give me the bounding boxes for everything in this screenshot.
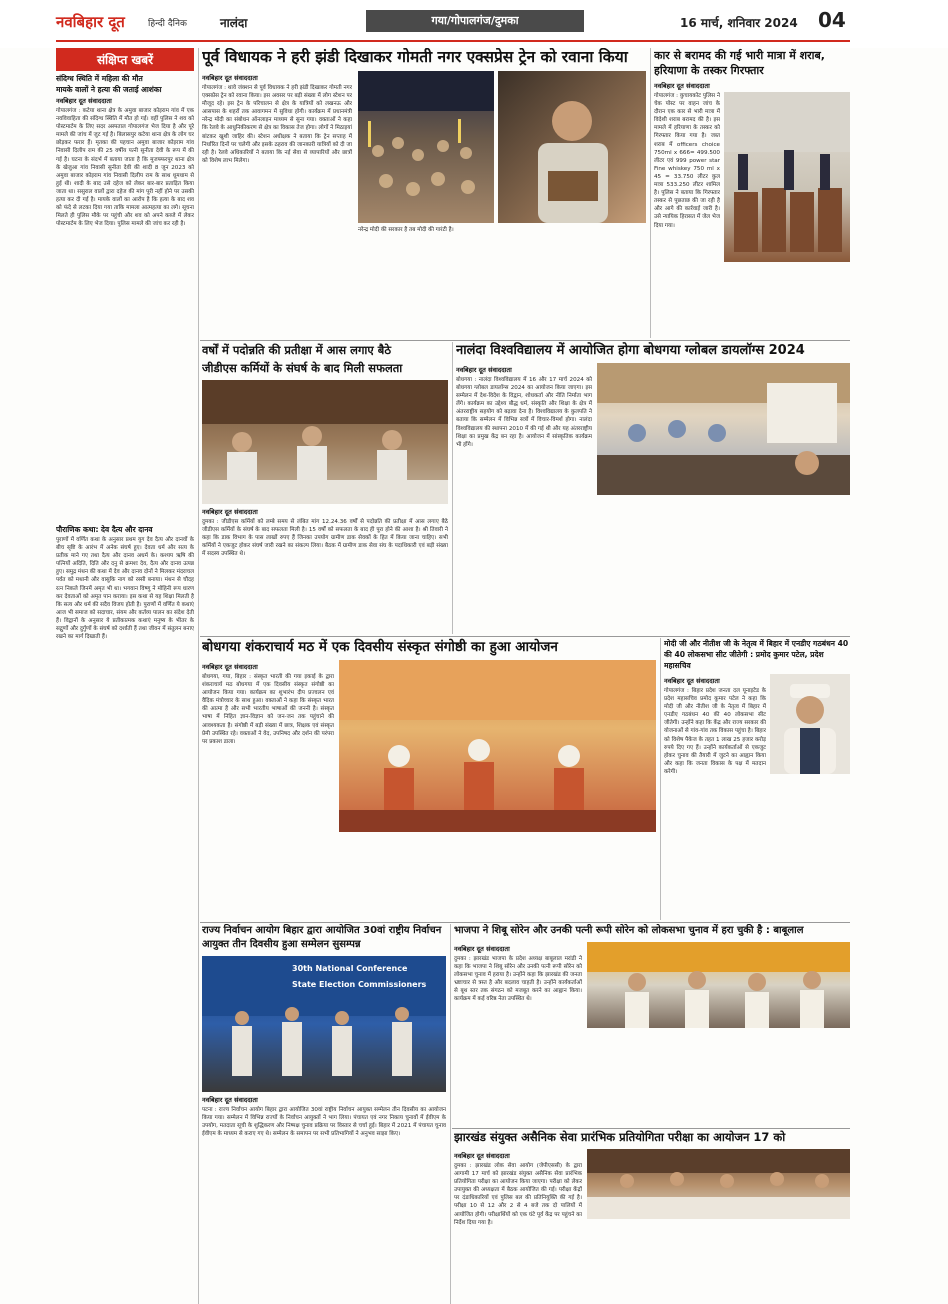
conference-illustration <box>597 363 850 495</box>
row-divider <box>200 636 850 637</box>
brand-subtitle: हिन्दी दैनिक <box>148 19 187 29</box>
jssc-meeting-photo <box>587 1149 850 1219</box>
sanskrit-seminar-photo <box>339 660 656 832</box>
story-nda <box>664 638 850 920</box>
jmm-byline: नवबिहार दूत संवाददाता <box>454 945 510 953</box>
speaker-illustration <box>498 71 646 223</box>
press-illustration <box>587 942 850 1028</box>
train-body: गोपालगंज : थावे जंक्शन से पूर्व विधायक ने हरी झंडी दिखाकर गोमती नगर एक्सप्रेस ट्रेन को रवाना किया। इस अवसर पर बड़ी संख्या में लोग स्टेशन पर मौजूद रहे। इस ट्रेन के परिचालन से क्षेत्र के यात्रियों को लखनऊ और आसपास के शहरों तक आवागमन में सुविधा होगी। कार्यक्रम में प्रधानमंत्री नरेन्द्र मोदी का संबोधन ऑनलाइन माध्यम से सुना गया। वक्ताओं ने कहा कि रेलवे के आधुनिकीकरण से क्षेत्र का विकास तेज होगा। लोगों ने मिठाइयां बांटकर खुशी जाहिर की। स्टेशन अधीक्षक ने बताया कि ट्रेन सप्ताह में निर्धारित दिनों पर चलेगी और इसके ठहराव की जानकारी यात्रियों को दी जा रही है। रेलवे अधिकारियों ने बताया कि नई सेवा से व्यापारियों और छात्रों को विशेष लाभ मिलेगा। <box>202 85 352 164</box>
sanskrit-body: बोधगया, गया, बिहार : संस्कृत भारती की गया इकाई के द्वारा शंकराचार्य मठ बोधगया में एक दिवसीय संस्कृत संगोष्ठी का आयोजन किया गया। कार्यक्रम का शुभारंभ दीप प्रज्वलन एवं वैदिक मंत्रोच्चार के साथ हुआ। वक्ताओं ने कहा कि संस्कृत भारत की आत्मा है और सभी भारतीय भाषाओं की जननी है। संस्कृत भाषा में निहित ज्ञान-विज्ञान को जन-जन तक पहुंचाने की आवश्यकता है। संगोष्ठी में बड़ी संख्या में छात्र, शिक्षक एवं संस्कृत प्रेमी उपस्थित रहे। वक्ताओं ने वेद, उपनिषद और दर्शन की परंपरा पर प्रकाश डाला। <box>202 674 334 745</box>
jssc-body: दुमका : झारखंड लोक सेवा आयोग (जेपीएससी) के द्वारा आगामी 17 मार्च को झारखंड संयुक्त असैनिक सेवा प्रारंभिक प्रतियोगिता परीक्षा का आयोजन किया जाएगा। परीक्षा को लेकर उपायुक्त की अध्यक्षता में बैठक आयोजित की गई। परीक्षा केंद्रों पर दंडाधिकारियों एवं पुलिस बल की प्रतिनियुक्ति की गई है। परीक्षा 10 से 12 और 2 से 4 बजे तक दो पालियों में आयोजित होगी। परीक्षार्थियों को एक घंटे पूर्व केंद्र पर पहुंचने का निर्देश दिया गया है। <box>454 1163 582 1226</box>
election-conference-photo <box>202 956 446 1092</box>
gds-headline-1: वर्षों में पदोन्नति की प्रतीक्षा में आस लगाए बैठे <box>202 343 392 357</box>
portrait-illustration <box>770 674 850 774</box>
brief-item2-headline: पौराणिक कथा: देव दैत्य और दानव <box>56 525 153 534</box>
conference-stage-illustration <box>202 956 446 1092</box>
story-nalanda <box>456 342 850 634</box>
sanskrit-byline: नवबिहार दूत संवाददाता <box>202 663 258 671</box>
sanskrit-headline: बोधगया शंकराचार्य मठ में एक दिवसीय संस्कृत संगोष्ठी का हुआ आयोजन <box>202 639 558 655</box>
gds-headline-2: जीडीएस कर्मियों के संघर्ष के बाद मिली सफलता <box>202 361 403 375</box>
column-divider <box>452 342 453 634</box>
jmm-headline: भाजपा ने शिबू सोरेन और उनकी पत्नी रूपी सोरेन को लोकसभा चुनाव में हरा चुकी है : बाबूलाल <box>454 925 804 936</box>
nalanda-headline: नालंदा विश्वविद्यालय में आयोजित होगा बोधगया ग्लोबल डायलॉग्स 2024 <box>456 343 805 358</box>
edition-city: नालंदा <box>220 16 248 30</box>
gds-body: दुमका : जीडीएस कर्मियों को लम्बे समय से लंबित मांग 12.24.36 वर्षों से पदोन्नति की प्रतीक्षा में आस लगाए बैठे जीडीएस कर्मियों के संघर्ष के बाद सफलता मिली है। 15 वर्षों को सफलता के बाद ही पूरा होने की आशा है। श्री तिवारी ने कहा कि डाक विभाग के पास लाखों रुपए हैं जिनका उपयोग ग्रामीण डाक सेवकों के हित में किया जाना चाहिए। सभी कर्मियों ने एकजुट होकर संघर्ष जारी रखने का संकल्प लिया। बैठक में ग्रामीण डाक सेवा संघ के पदाधिकारी एवं बड़ी संख्या में सदस्य उपस्थित थे। <box>202 519 448 558</box>
brand-name: नवबिहार दूत <box>56 13 125 31</box>
section-bar: गया/गोपालगंज/दुमका <box>366 10 584 32</box>
liquor-byline: नवबिहार दूत संवाददाता <box>654 82 710 90</box>
train-byline: नवबिहार दूत संवाददाता <box>202 74 258 82</box>
conference-banner-line1: 30th National Conference <box>292 964 408 973</box>
train-crowd-photo <box>358 71 494 223</box>
story-liquor <box>654 48 850 340</box>
gds-byline: नवबिहार दूत संवाददाता <box>202 508 258 516</box>
brief-item1-headline: संदिग्ध स्थिति में महिला की मौत <box>56 74 143 83</box>
train-caption: नरेन्द्र मोदी की सरकार है तब मोदी की गारंटी है। <box>358 227 454 233</box>
election-byline: नवबिहार दूत संवाददाता <box>202 1096 258 1104</box>
conference-banner-line2: State Election Commissioners <box>292 980 427 989</box>
nalanda-byline: नवबिहार दूत संवाददाता <box>456 366 512 374</box>
brief-title: संक्षिप्त खबरें <box>56 48 194 71</box>
column-divider <box>660 638 661 920</box>
row-divider <box>200 922 850 923</box>
seized-liquor-photo <box>724 92 850 262</box>
officials-meeting-illustration <box>587 1149 850 1219</box>
story-election <box>202 924 446 1304</box>
brief-item2-body: पुराणों में वर्णित कथा के अनुसार प्रथम युग देव दैत्य और दानवों के बीच सृष्टि के आरंभ में अनेक संघर्ष हुए। देवता धर्म और सत्य के प्रतीक माने गए तथा दैत्य और दानव अधर्म के। कश्यप ऋषि की पत्नियों अदिति, दिति और दनु से क्रमशः देव, दैत्य और दानव उत्पन्न हुए। समुद्र मंथन की कथा में देव और दानव दोनों ने मिलकर मंदराचल पर्वत को मथानी और वासुकि नाग को रस्सी बनाया। मंथन से चौदह रत्न निकले जिनमें अमृत भी था। भगवान विष्णु ने मोहिनी रूप धारण कर देवताओं को अमृत पान कराया। इस कथा से यह शिक्षा मिलती है कि सत्य और धर्म की सदैव विजय होती है। पुराणों में वर्णित ये कथाएं आज भी समाज को सदाचार, संयम और कर्तव्य पालन का संदेश देती हैं। विद्वानों के अनुसार ये प्रतीकात्मक कथाएं मनुष्य के भीतर के सद्गुणों और दुर्गुणों के संघर्ष को दर्शाती हैं तथा जीवन में संतुलन बनाए रखने का मार्ग दिखाती हैं। <box>56 537 194 641</box>
story-jssc <box>454 1130 850 1304</box>
election-headline: राज्य निर्वाचन आयोग बिहार द्वारा आयोजित 30वां राष्ट्रीय निर्वाचन आयुक्त तीन दिवसीय हुआ सम्मेलन सुसम्पन्न <box>202 925 442 950</box>
train-headline: पूर्व विधायक ने हरी झंडी दिखाकर गोमती नगर एक्सप्रेस ट्रेन को रवाना किया <box>202 48 628 66</box>
jmm-press-photo <box>587 942 850 1028</box>
nalanda-conference-photo <box>597 363 850 495</box>
nda-byline: नवबिहार दूत संवाददाता <box>664 677 720 685</box>
nalanda-body: बोधगया : नालंदा विश्वविद्यालय में 16 और 17 मार्च 2024 को बोधगया ग्लोबल डायलॉग्स 2024 का आयोजन किया जाएगा। इस सम्मेलन में देश-विदेश के विद्वान, शोधकर्ता और नीति निर्माता भाग लेंगे। कार्यक्रम का उद्देश्य बौद्ध धर्म, संस्कृति और शिक्षा के क्षेत्र में अंतरराष्ट्रीय सहयोग को बढ़ावा देना है। विश्वविद्यालय के कुलपति ने बताया कि सम्मेलन में विभिन्न सत्रों में विचार-विमर्श होगा। नालंदा विश्वविद्यालय की स्थापना 2010 में की गई थी और यह अंतरराष्ट्रीय शिक्षा का प्रमुख केंद्र बन रहा है। आयोजन में सांस्कृतिक कार्यक्रम भी होंगे। <box>456 377 592 448</box>
jmm-body: दुमका : झारखंड भाजपा के प्रदेश अध्यक्ष बाबूलाल मरांडी ने कहा कि भाजपा ने शिबू सोरेन और उनकी पत्नी रूपी सोरेन को लोकसभा चुनाव में हराया है। उन्होंने कहा कि झारखंड की जनता भ्रष्टाचार से त्रस्त है और बदलाव चाहती है। उन्होंने कार्यकर्ताओं से बूथ स्तर तक संगठन को मजबूत करने का आह्वान किया। कार्यक्रम में कई वरिष्ठ नेता उपस्थित थे। <box>454 956 582 1003</box>
brief-item1-body: गोपालगंज : कटेया थाना क्षेत्र के अमुवा बाजार कोइराम गांव में एक नवविवाहिता की संदिग्ध स्थिति में मौत हो गई। वहीं पुलिस ने शव को पोस्टमार्टम के लिए सदर अस्पताल गोपालगंज भेज दिया है और पूरे मामले की जांच में जुट गई है। बिलासपुर कटेया थाना क्षेत्र के लोग घर छोड़कर फरार हैं। मृतका की पहचान अमुवा बाजार कोइराम गांव निवासी दिलीप राम की 25 वर्षीय पत्नी सुनीता देवी के रूप में की गई है। घटना के संदर्भ में बताया जाता है कि मुजफ्फरपुर थाना क्षेत्र के खेजुआ गांव निवासी सुनीता देवी की शादी 8 जून 2023 को अमुवा बाजार कोइराम गांव निवासी दिलीप राम के साथ धूमधाम से हुई थी। शादी के बाद उसे दहेज को लेकर बार-बार प्रताड़ित किया जाता था। ससुराल वालों द्वारा दहेज की मांग पूरी नहीं होने पर उसकी हत्या कर दी गई है। मायके वालों का आरोप है कि हत्या के बाद शव को फंदे से लटका दिया गया ताकि मामला आत्महत्या का लगे। सूचना मिलते ही पुलिस मौके पर पहुंची और शव को अपने कब्जे में लेकर पोस्टमार्टम के लिए भेज दिया। पुलिस मामले की जांच कर रही है। <box>56 108 194 228</box>
jssc-byline: नवबिहार दूत संवाददाता <box>454 1152 510 1160</box>
brief-column <box>56 48 194 1304</box>
nda-headline: मोदी जी और नीतीश जी के नेतृत्व में बिहार में एनडीए गठबंधन 40 की 40 लोकसभा सीट जीतेगी : प्रमोद कुमार पटेल, प्रदेश महासचिव <box>664 639 849 670</box>
crowd-illustration <box>358 71 494 223</box>
story-train <box>202 48 646 340</box>
column-divider <box>450 924 451 1304</box>
row-divider <box>452 1128 850 1129</box>
liquor-headline: कार से बरामद की गई भारी मात्रा में शराब, हरियाणा के तस्कर गिरफ्तार <box>654 49 825 77</box>
story-sanskrit <box>202 638 656 920</box>
jssc-headline: झारखंड संयुक्त असैनिक सेवा प्रारंभिक प्रतियोगिता परीक्षा का आयोजन 17 को <box>454 1130 786 1144</box>
page-number: 04 <box>818 8 846 32</box>
brief-item1-subhead: मायके वालों ने हत्या की जताई आशंका <box>56 85 162 94</box>
column-divider <box>198 48 199 1304</box>
liquor-cartons-illustration <box>724 92 850 262</box>
liquor-body: गोपालगंज : कुचायकोट पुलिस ने चेक पोस्ट पर वाहन जांच के दौरान एक कार से भारी मात्रा में विदेशी शराब बरामद की है। इस मामले में हरियाणा के तस्कर को गिरफ्तार किया गया है। जब्त शराब में officers choice 750ml x 666= 499.500 लीटर एवं 999 power star Fine whiskey 750 ml x 45 = 33.750 लीटर कुल मात्रा 533.250 लीटर शामिल है। पुलिस ने बताया कि गिरफ्तार तस्कर से पूछताछ की जा रही है और आगे की कार्रवाई जारी है। उसे न्यायिक हिरासत में जेल भेज दिया गया। <box>654 93 720 229</box>
seminar-illustration <box>339 660 656 832</box>
nda-body: गोपालगंज : बिहार प्रदेश जनता दल यूनाइटेड के प्रदेश महासचिव प्रमोद कुमार पटेल ने कहा कि मोदी जी और नीतीश जी के नेतृत्व में बिहार में एनडीए गठबंधन 40 की 40 लोकसभा सीट जीतेगी। उन्होंने कहा कि केंद्र और राज्य सरकार की योजनाओं से गांव-गांव तक विकास पहुंचा है। बिहार को विशेष पैकेज के तहत 1 लाख 25 हजार करोड़ रुपये दिए गए हैं। उन्होंने कार्यकर्ताओं से एकजुट होकर चुनाव की तैयारी में जुटने का आह्वान किया और कहा कि जनता विकास के पक्ष में मतदान करेगी। <box>664 688 766 775</box>
brief-item1-byline: नवबिहार दूत संवाददाता <box>56 97 112 105</box>
meeting-illustration <box>202 380 448 504</box>
column-divider <box>650 48 651 338</box>
leader-portrait <box>770 674 850 774</box>
story-jmm <box>454 924 850 1126</box>
masthead <box>0 0 948 48</box>
speaker-photo <box>498 71 646 223</box>
row-divider <box>200 340 850 341</box>
gds-meeting-photo <box>202 380 448 504</box>
masthead-rule <box>56 40 850 42</box>
issue-date: 16 मार्च, शनिवार 2024 <box>680 16 798 30</box>
story-gds <box>202 342 448 634</box>
election-body: पटना : राज्य निर्वाचन आयोग बिहार द्वारा आयोजित 30वां राष्ट्रीय निर्वाचन आयुक्त सम्मेलन तीन दिवसीय का आयोजन किया गया। सम्मेलन में विभिन्न राज्यों के निर्वाचन आयुक्तों ने भाग लिया। पंचायत एवं नगर निकाय चुनावों में ईवीएम के उपयोग, मतदाता सूची के शुद्धिकरण और निष्पक्ष चुनाव प्रक्रिया पर विस्तार से चर्चा हुई। बिहार में 2021 में पंचायत चुनाव ईवीएम के माध्यम से कराए गए थे। सम्मेलन के समापन पर सभी प्रतिभागियों ने अनुभव साझा किए। <box>202 1107 446 1138</box>
